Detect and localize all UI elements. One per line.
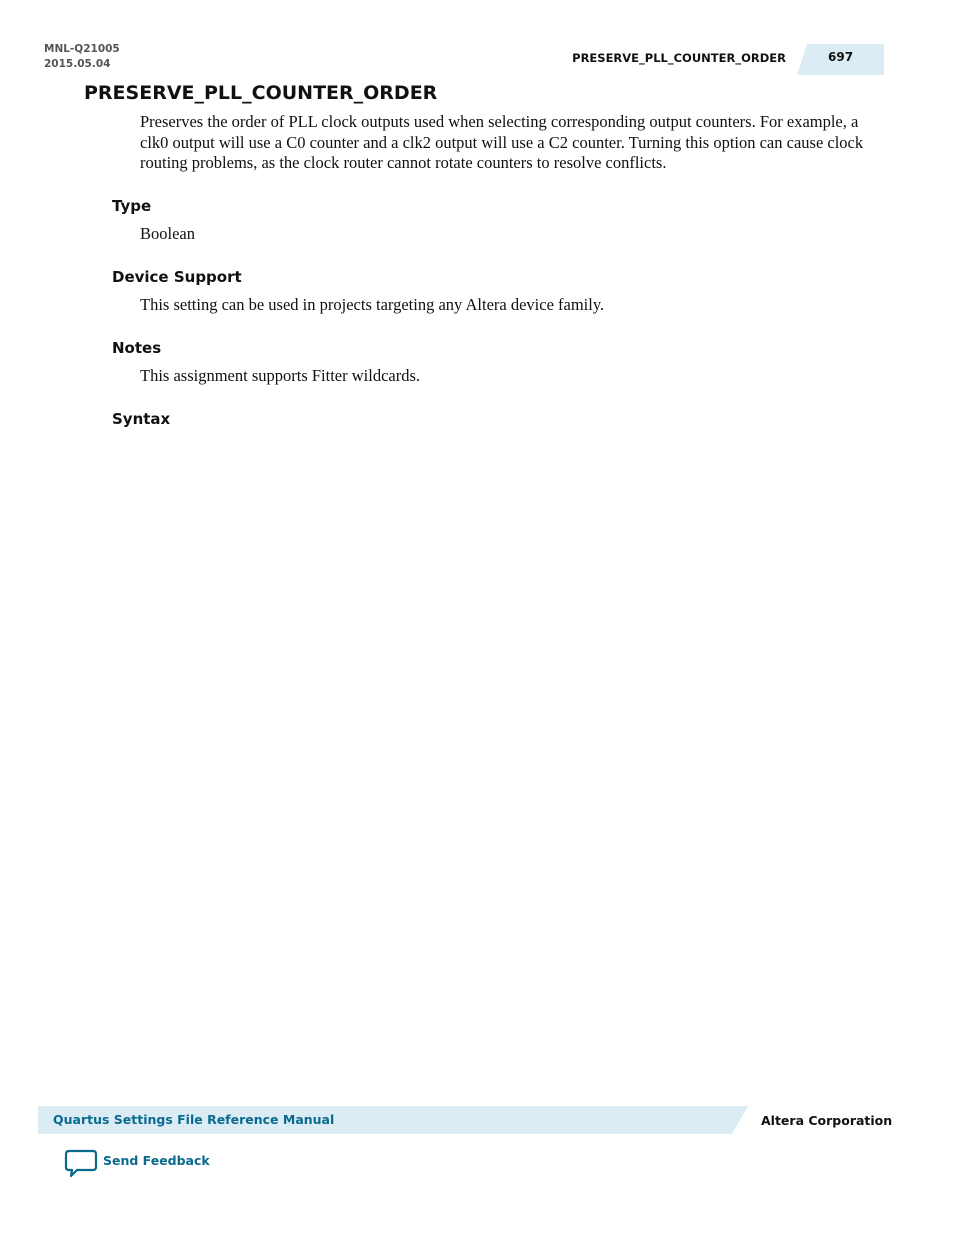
document-date: 2015.05.04 [44, 58, 111, 70]
description-paragraph: Preserves the order of PLL clock outputs used when selecting corresponding output counters. For example, a clk0 output will use a C0 counter and a clk2 output will use a C2 counter. Turning this option can cause clock routing problems, as the clock router cannot rotate counters to resolve conflicts. [140, 112, 864, 172]
document-meta [44, 42, 120, 72]
running-header-title: PRESERVE_PLL_COUNTER_ORDER [572, 51, 786, 65]
heading-syntax: Syntax [112, 410, 171, 428]
page-title: PRESERVE_PLL_COUNTER_ORDER [84, 82, 438, 104]
speech-bubble-icon[interactable] [64, 1149, 98, 1179]
page-number: 697 [828, 50, 854, 64]
footer-company: Altera Corporation [761, 1113, 893, 1128]
notes-text: This assignment supports Fitter wildcards. [140, 366, 421, 385]
document-id: MNL-Q21005 [44, 43, 120, 55]
heading-notes: Notes [112, 339, 162, 357]
send-feedback-link[interactable]: Send Feedback [103, 1153, 210, 1168]
heading-device-support: Device Support [112, 268, 242, 286]
footer-manual-title: Quartus Settings File Reference Manual [53, 1112, 335, 1127]
device-support-text: This setting can be used in projects targeting any Altera device family. [140, 295, 605, 314]
heading-type: Type [112, 197, 152, 215]
type-value: Boolean [140, 224, 195, 243]
